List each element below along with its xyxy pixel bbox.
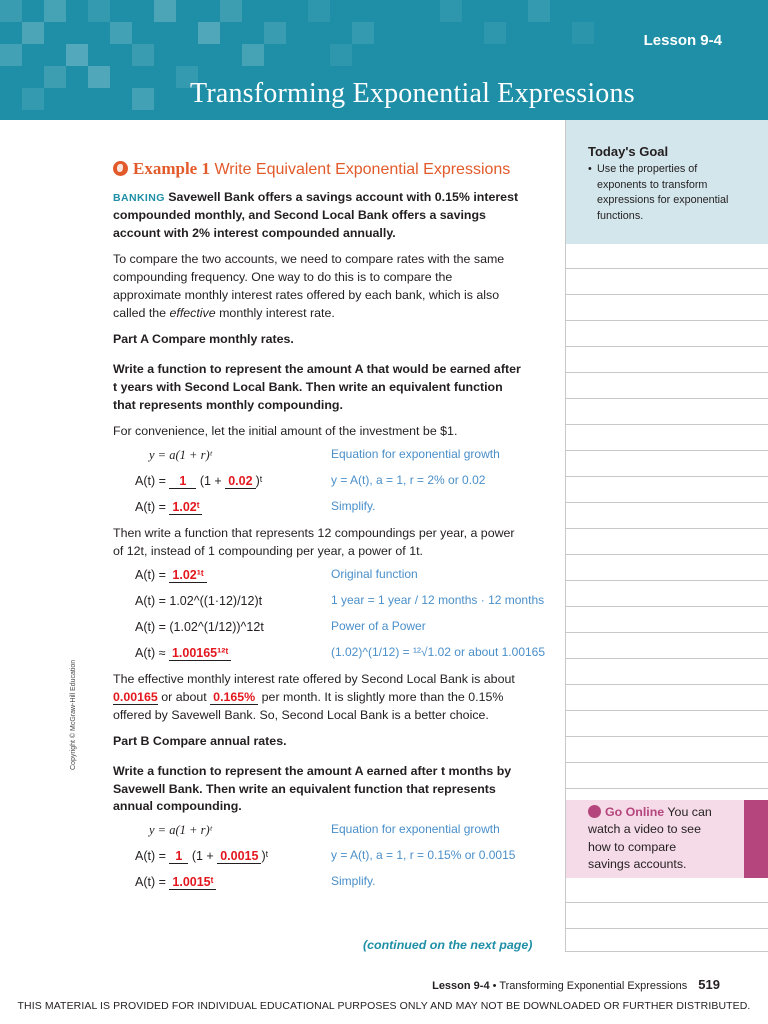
equation: A(t) = (1.02^(1/12))^12t xyxy=(135,619,264,634)
main-content xyxy=(113,158,546,896)
go-online-accent-bar xyxy=(744,800,768,878)
equation: y = a(1 + r)ᵗ xyxy=(149,823,212,838)
equation: y = a(1 + r)ᵗ xyxy=(149,447,212,462)
answer-blank: 1.02¹ᵗ xyxy=(169,568,206,583)
note-line xyxy=(566,902,768,903)
answer-blank: 0.0015 xyxy=(217,849,261,864)
go-online-text[interactable]: Go Online You can watch a video to see how to compare savings accounts. xyxy=(588,805,712,872)
equation-reason: Equation for exponential growth xyxy=(331,822,500,837)
note-line xyxy=(566,606,768,607)
equation-reason: y = A(t), a = 1, r = 2% or 0.02 xyxy=(331,472,486,487)
page-number: 519 xyxy=(698,977,720,992)
part-b-heading: Part B Compare annual rates. xyxy=(113,733,287,748)
note-line xyxy=(566,346,768,347)
compounding-paragraph: Then write a function that represents 12 compoundings per year, a power of 12t, instead of 1 compounding per year, a power of 1t. xyxy=(113,525,515,558)
equation-row xyxy=(113,641,546,667)
example-title: Write Equivalent Exponential Expressions xyxy=(214,161,511,178)
equation: A(t) ≈ 1.00165¹²ᵗ xyxy=(135,644,231,662)
equation: A(t) = 1.02¹ᵗ xyxy=(135,566,207,584)
answer-blank: 0.02 xyxy=(225,474,255,489)
answer-blank: 1 xyxy=(169,849,188,864)
note-line xyxy=(566,632,768,633)
note-line xyxy=(566,502,768,503)
example-number: Example 1 xyxy=(133,159,210,178)
equation-row xyxy=(113,844,523,870)
example-heading xyxy=(113,158,523,181)
problem-text: Savewell Bank offers a savings account with 0.15% interest compounded monthly, and Second Local Bank offers a savings account with 2% interest compounded annually. xyxy=(113,189,519,240)
equation-row xyxy=(113,870,523,896)
distribution-disclaimer: THIS MATERIAL IS PROVIDED FOR INDIVIDUAL EDUCATIONAL PURPOSES ONLY AND MAY NOT BE DOWNLOADED OR FURTHER DISTRIBUTED. xyxy=(17,1000,751,1012)
page-title: Transforming Exponential Expressions xyxy=(190,78,635,109)
note-line xyxy=(566,268,768,269)
note-line xyxy=(566,398,768,399)
answer-blank: 0.165% xyxy=(210,690,258,705)
answer-blank: 1.00165¹²ᵗ xyxy=(169,646,231,661)
convenience-note: For convenience, let the initial amount of the investment be $1. xyxy=(113,423,458,438)
equation-row xyxy=(113,469,523,495)
answer-blank: 0.00165 xyxy=(113,689,158,704)
go-online-label: Go Online xyxy=(605,805,665,819)
note-line xyxy=(566,320,768,321)
equation: A(t) = 1 (1 + 0.0015 )ᵗ xyxy=(135,849,269,864)
lesson-number: Lesson 9-4 xyxy=(643,32,722,49)
topic-keyword: BANKING xyxy=(113,191,165,204)
answer-blank: 1 xyxy=(169,474,196,489)
footer-lesson: Lesson 9-4 xyxy=(432,980,490,992)
note-line xyxy=(566,372,768,373)
goal-text: • Use the properties of exponents to transform expressions for exponential functions. xyxy=(597,162,737,225)
part-b-task: Write a function to represent the amount A earned after t months by Savewell Bank. Then write an equivalent function that represents annual compounding. xyxy=(113,763,512,814)
footer-title: Transforming Exponential Expressions xyxy=(499,980,688,992)
note-line xyxy=(566,554,768,555)
lesson-header xyxy=(0,0,768,120)
go-online-box[interactable] xyxy=(566,800,768,878)
equation-reason: Power of a Power xyxy=(331,618,426,633)
equation: A(t) = 1.02ᵗ xyxy=(135,498,202,516)
equation-row xyxy=(113,589,545,615)
equation-row xyxy=(113,818,523,844)
equation-row xyxy=(113,495,523,521)
continued-note: (continued on the next page) xyxy=(363,938,533,952)
equation-reason: Original function xyxy=(331,566,418,581)
todays-goal-box xyxy=(566,120,768,244)
globe-icon xyxy=(113,161,128,176)
equation-reason: (1.02)^(1/12) = ¹²√1.02 or about 1.00165 xyxy=(331,644,546,659)
part-a-conclusion: The effective monthly interest rate offered by Second Local Bank is about 0.00165 or about 0.165% per month. It is slightly more than the 0.15% offered by Savewell Bank. So, Second Local Bank is a better choice. xyxy=(113,671,515,722)
intro-paragraph: To compare the two accounts, we need to compare rates with the same compounding frequency. One way to do this is to compare the approximate monthly interest rates offered by each bank, which is also called the effective monthly interest rate. xyxy=(113,251,505,320)
part-a-heading: Part A Compare monthly rates. xyxy=(113,331,294,346)
answer-blank: 1.02ᵗ xyxy=(169,500,202,515)
note-line xyxy=(566,658,768,659)
note-line xyxy=(566,788,768,789)
equation-row xyxy=(113,563,523,589)
note-line xyxy=(566,710,768,711)
equation: A(t) = 1.02^((1·12)/12)t xyxy=(135,593,263,608)
equation-row xyxy=(113,443,523,469)
problem-statement xyxy=(113,189,523,243)
equation-reason: y = A(t), a = 1, r = 0.15% or 0.0015 xyxy=(331,848,516,863)
equation-reason: Simplify. xyxy=(331,498,376,513)
equation-reason: Equation for exponential growth xyxy=(331,446,500,461)
note-line xyxy=(566,528,768,529)
equation: A(t) = 1.0015ᵗ xyxy=(135,873,216,891)
note-line xyxy=(566,424,768,425)
note-line xyxy=(566,476,768,477)
part-a-task: Write a function to represent the amount A that would be earned after t years with Second Local Bank. Then write an equivalent function that represents monthly compounding. xyxy=(113,361,521,412)
equation-reason: 1 year = 1 year / 12 months · 12 months xyxy=(331,592,545,607)
copyright-notice: Copyright © McGraw-Hill Education xyxy=(70,659,77,770)
note-line xyxy=(566,736,768,737)
note-line xyxy=(566,951,768,952)
note-line xyxy=(566,928,768,929)
answer-blank: 1.0015ᵗ xyxy=(169,875,216,890)
note-line xyxy=(566,580,768,581)
page-footer: Lesson 9-4 • Transforming Exponential Expressions 519 xyxy=(432,977,720,992)
note-line xyxy=(566,762,768,763)
note-line xyxy=(566,684,768,685)
equation-reason: Simplify. xyxy=(331,874,376,889)
equation-row xyxy=(113,615,523,641)
goal-title: Today's Goal xyxy=(588,144,669,159)
margin-sidebar xyxy=(565,120,768,952)
go-online-icon xyxy=(588,805,601,818)
note-line xyxy=(566,294,768,295)
note-line xyxy=(566,450,768,451)
equation: A(t) = 1 (1 + 0.02 )ᵗ xyxy=(135,473,263,488)
